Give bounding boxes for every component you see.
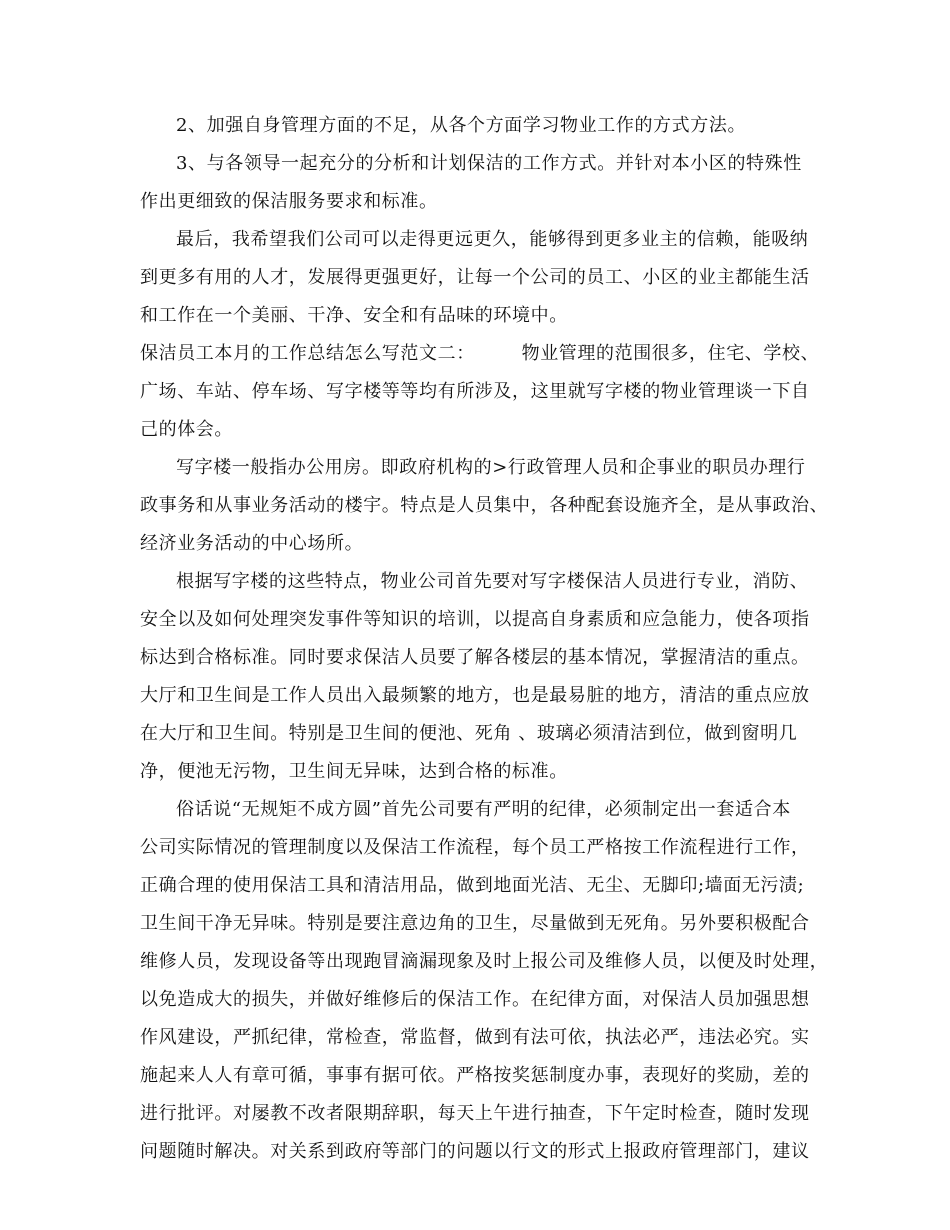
text-line: 俗话说“无规矩不成方圆”首先公司要有严明的纪律，必须制定出一套适合本 <box>176 799 791 820</box>
text-line: 卫生间干净无异味。特别是要注意边角的卫生，尽量做到无死角。另外要积极配合 <box>140 913 810 934</box>
text-line: 作风建设，严抓纪律，常检查，常监督，做到有法可依，执法必严，违法必究。实 <box>140 1027 810 1048</box>
text-line: 维修人员，发现设备等出现跑冒滴漏现象及时上报公司及维修人员，以便及时处理， <box>140 951 829 972</box>
text-line: 施起来人人有章可循，事事有据可依。严格按奖惩制度办事，表现好的奖励，差的 <box>140 1065 810 1086</box>
text-line: 净，便池无污物，卫生间无异味，达到合格的标准。 <box>140 761 568 782</box>
text-line: 进行批评。对屡教不改者限期辞职，每天上午进行抽查，下午定时检查，随时发现 <box>140 1103 810 1124</box>
text-line: 写字楼一般指办公用房。即政府机构的>行政管理人员和企事业的职员办理行 <box>176 457 806 478</box>
text-line: 根据写字楼的这些特点，物业公司首先要对写字楼保洁人员进行专业，消防、 <box>176 571 809 592</box>
text-line: 广场、车站、停车场、写字楼等等均有所涉及，这里就写字楼的物业管理谈一下自 <box>140 381 810 402</box>
text-line: 作出更细致的保洁服务要求和标准。 <box>140 191 438 212</box>
text-line: 在大厅和卫生间。特别是卫生间的便池、死角 、玻璃必须清洁到位，做到窗明几 <box>140 723 798 744</box>
text-line: 到更多有用的人才，发展得更强更好，让每一个公司的员工、小区的业主都能生活 <box>140 267 810 288</box>
text-line: 大厅和卫生间是工作人员出入最频繁的地方，也是最易脏的地方，清洁的重点应放 <box>140 685 810 706</box>
text-line: 问题随时解决。对关系到政府等部门的问题以行文的形式上报政府管理部门，建议 <box>140 1141 810 1162</box>
text-line: 2、加强自身管理方面的不足，从各个方面学习物业工作的方式方法。 <box>176 115 747 136</box>
text-line: 标达到合格标准。同时要求保洁人员要了解各楼层的基本情况，掌握清洁的重点。 <box>140 647 810 668</box>
text-line: 以免造成大的损失，并做好维修后的保洁工作。在纪律方面，对保洁人员加强思想 <box>140 989 810 1010</box>
text-line: 最后，我希望我们公司可以走得更远更久，能够得到更多业主的信赖，能吸纳 <box>176 229 809 250</box>
text-line: 安全以及如何处理突发事件等知识的培训，以提高自身素质和应急能力，使各项指 <box>140 609 810 630</box>
text-line: 和工作在一个美丽、干净、安全和有品味的环境中。 <box>140 305 568 326</box>
text-line: 3、与各领导一起充分的分析和计划保洁的工作方式。并针对本小区的特殊性 <box>176 153 802 174</box>
text-line: 经济业务活动的中心场所。 <box>140 533 364 554</box>
text-line: 正确合理的使用保洁工具和清洁用品，做到地面光洁、无尘、无脚印;墙面无污渍; <box>140 875 805 896</box>
text-line: 公司实际情况的管理制度以及保洁工作流程，每个员工严格按工作流程进行工作， <box>140 837 810 858</box>
text-line: 保洁员工本月的工作总结怎么写范文二： 物业管理的范围很多，住宅、学校、 <box>140 343 820 364</box>
text-line: 政事务和从事业务活动的楼宇。特点是人员集中，各种配套设施齐全，是从事政治、 <box>140 495 829 516</box>
text-line: 己的体会。 <box>140 419 233 440</box>
